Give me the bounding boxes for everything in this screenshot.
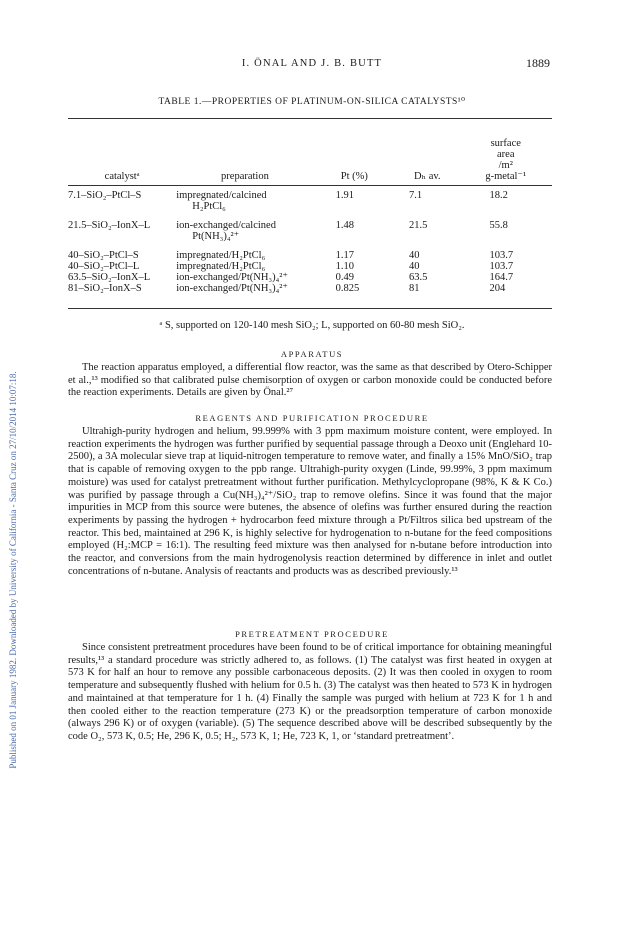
section-heading-pretreatment: PRETREATMENT PROCEDURE bbox=[235, 629, 389, 639]
table-top-rule bbox=[68, 118, 552, 119]
table-row bbox=[68, 212, 552, 242]
cell-preparation-line: Pt(NH₃)₄²⁺ bbox=[192, 231, 240, 242]
cell-dh: 40 bbox=[409, 261, 420, 272]
cell-pt: 1.10 bbox=[335, 261, 354, 272]
cell-preparation: ion-exchanged/Pt(NH₃)₄²⁺ bbox=[176, 283, 288, 294]
cell-pt: 1.91 bbox=[335, 190, 354, 201]
cell-catalyst: 7.1–SiO₂–PtCl–S bbox=[68, 190, 142, 201]
section-heading-reagents: REAGENTS AND PURIFICATION PROCEDURE bbox=[195, 413, 429, 423]
cell-area: 103.7 bbox=[489, 261, 514, 272]
cell-area: 204 bbox=[489, 283, 506, 294]
cell-dh: 40 bbox=[409, 250, 420, 261]
cell-catalyst: 40–SiO₂–PtCl–L bbox=[68, 261, 140, 272]
cell-area: 164.7 bbox=[489, 272, 514, 283]
col-header-dh: Dₕ av. bbox=[413, 171, 441, 182]
col-header-catalyst: catalystᵃ bbox=[104, 171, 140, 182]
cell-preparation-line: ion-exchanged/calcined bbox=[176, 220, 276, 231]
properties-table bbox=[68, 124, 552, 294]
cell-dh: 63.5 bbox=[409, 272, 428, 283]
cell-pt: 0.49 bbox=[335, 272, 354, 283]
running-header-authors: I. ÖNAL AND J. B. BUTT bbox=[241, 58, 383, 69]
cell-preparation: impregnated/H₂PtCl₆ bbox=[176, 250, 266, 261]
cell-catalyst: 81–SiO₂–IonX–S bbox=[68, 283, 142, 294]
cell-dh: 21.5 bbox=[409, 220, 428, 231]
cell-preparation bbox=[176, 190, 313, 212]
cell-preparation: impregnated/H₂PtCl₆ bbox=[176, 261, 266, 272]
cell-preparation: ion-exchanged/Pt(NH₃)₄²⁺ bbox=[176, 272, 288, 283]
table-title: TABLE 1.—PROPERTIES OF PLATINUM-ON-SILICA CATALYSTS¹⁰ bbox=[158, 97, 466, 107]
col-header-area-line: g-metal⁻¹ bbox=[485, 171, 527, 182]
col-header-area bbox=[459, 124, 552, 182]
col-header-pt: Pt (%) bbox=[340, 171, 368, 182]
cell-area: 18.2 bbox=[489, 190, 508, 201]
table-row bbox=[68, 242, 552, 261]
cell-dh: 7.1 bbox=[409, 190, 423, 201]
table-row bbox=[68, 272, 552, 283]
table-bottom-rule bbox=[68, 308, 552, 309]
col-header-preparation: preparation bbox=[221, 171, 269, 182]
page-number: 1889 bbox=[526, 56, 550, 70]
cell-dh: 81 bbox=[409, 283, 420, 294]
download-notice-text: Published on 01 January 1982. Downloaded by University of California - Santa Cruz on 27/10/2014 10:07:18. bbox=[8, 371, 18, 769]
cell-pt: 1.17 bbox=[335, 250, 354, 261]
col-header-area-line: area bbox=[497, 149, 515, 160]
cell-catalyst: 21.5–SiO₂–IonX–L bbox=[68, 220, 151, 231]
table-footnote: ᵃ S, supported on 120-140 mesh SiO₂; L, supported on 60-80 mesh SiO₂. bbox=[159, 320, 465, 331]
cell-pt: 1.48 bbox=[335, 220, 354, 231]
cell-preparation bbox=[176, 212, 313, 242]
section-text-reagents: Ultrahigh-purity hydrogen and helium, 99.999% with 3 ppm maximum moisture content, were employed. In reaction experiments the hydrogen was further purified by sequential passage through a Deoxo unit (Englehard 10-2500), a 3A molecular sieve trap at liquid-nitrogen temperature to remove water, and finally a 15% MnO/SiO₂ trap that is capable of removing oxygen to the ppb range. Ultrahigh-purity oxygen (Linde, 99.99%, 3 ppm maximum moisture) was used for catalyst pretreatment without further purification. Methylcyclopropane (98%, K & K Co.) was purified by passage through a Cu(NH₃)₄²⁺/SiO₂ trap to remove olefins. Since it was found that the major impurities in MCP from this source were butenes, the absence of olefins was further ensured during the reaction experiments by passing the hydrogen + hydrocarbon feed mixture through a Pt/Filtros silica bed upstream of the reactor. This bed, maintained at 296 K, is highly selective for hydrogenation to n-butane for the feed compositions employed (H₂:MCP = 16:1). The resulting feed mixture was then analysed for n-butane before introduction into the reactor, and conversions from the main hydrogenolysis reaction determined by difference in inlet and outlet concentrations of n-butane. Analysis of reactants and products was as described previously.¹³ bbox=[68, 426, 552, 577]
cell-catalyst: 40–SiO₂–PtCl–S bbox=[68, 250, 139, 261]
table-header-row bbox=[68, 124, 552, 182]
cell-area: 55.8 bbox=[489, 220, 508, 231]
cell-preparation-line: impregnated/calcined bbox=[176, 190, 267, 201]
cell-pt: 0.825 bbox=[335, 283, 360, 294]
cell-catalyst: 63.5–SiO₂–IonX–L bbox=[68, 272, 151, 283]
table-row bbox=[68, 190, 552, 212]
table-row bbox=[68, 261, 552, 272]
col-header-area-line: /m² bbox=[498, 160, 513, 171]
cell-preparation-line: H₂PtCl₆ bbox=[192, 201, 226, 212]
col-header-area-line: surface bbox=[490, 138, 521, 149]
section-text-pretreatment: Since consistent pretreatment procedures have been found to be of critical importance for obtaining meaningful results,¹³ a standard procedure was strictly adhered to, as follows. (1) The catalyst was first heated in oxygen at 573 K for half an hour to remove any possible carbonaceous deposits. (2) It was then cooled in oxygen to room temperature and subsequently flushed with helium for 0.5 h. (3) The catalyst was then heated to 573 K in hydrogen and maintained at that temperature for 1 h. (4) Finally the sample was purged with helium at 723 K for 1 h and then cooled either to the reaction temperature (273 K) or the preadsorption temperature of carbon monoxide (always 296 K) or of oxygen (variable). (5) The sequence described above will be described subsequently by the code O₂, 573 K, 0.5; He, 296 K, 0.5; H₂, 573 K, 1; He, 723 K, 1, or ‘standard pretreatment’. bbox=[68, 642, 552, 742]
cell-area: 103.7 bbox=[489, 250, 514, 261]
section-heading-apparatus: APPARATUS bbox=[280, 349, 344, 359]
table-row bbox=[68, 283, 552, 294]
section-text-apparatus: The reaction apparatus employed, a differential flow reactor, was the same as that described by Otero-Schipper et al.,¹³ modified so that calibrated pulse chemisorption of oxygen or carbon monoxide could be conducted before the reaction experiments. Details are given by Önal.²⁷ bbox=[68, 362, 552, 399]
